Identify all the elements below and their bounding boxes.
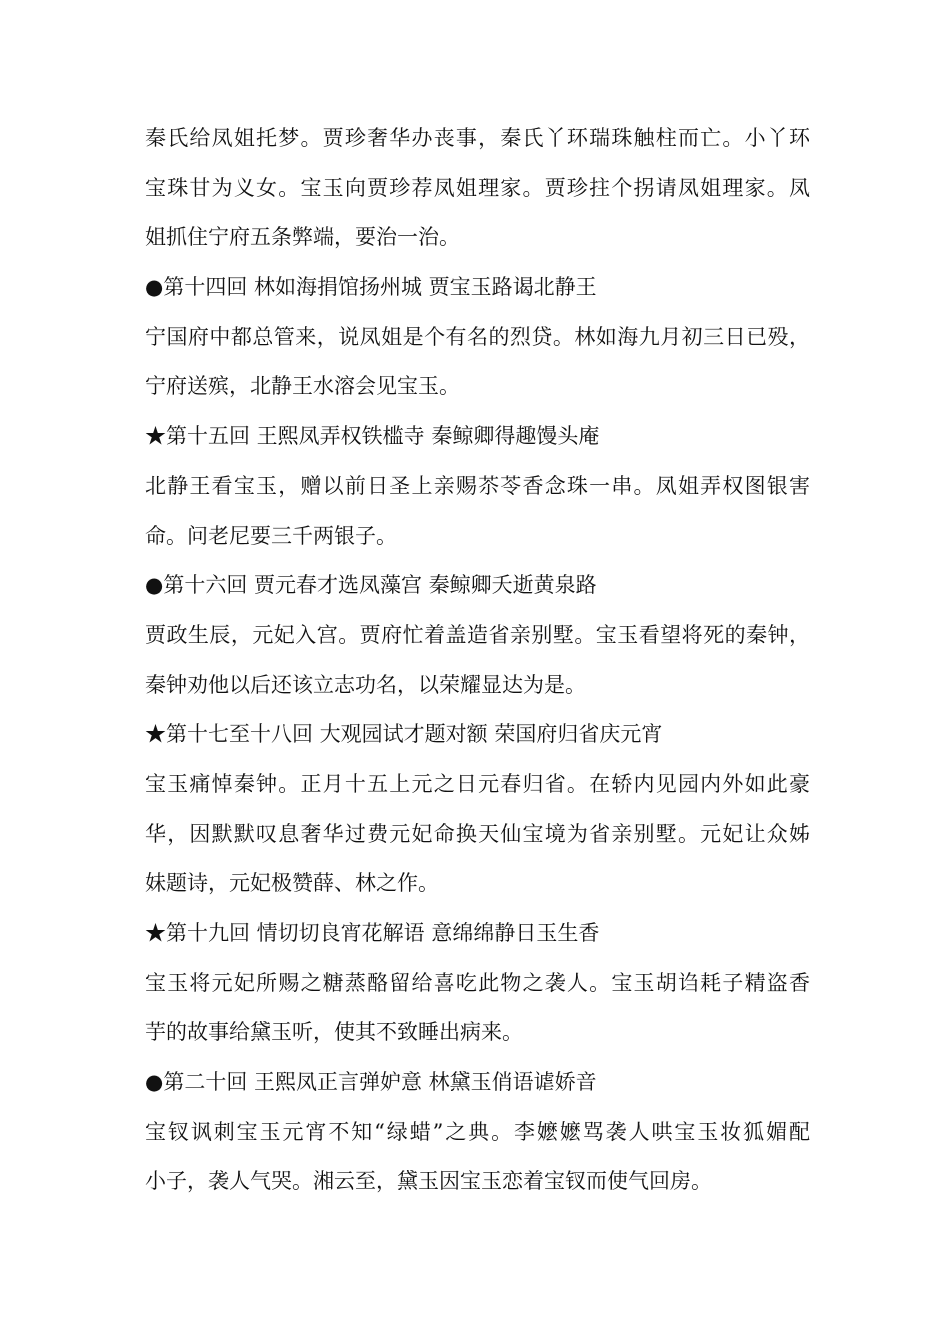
chapter-heading: ★第十五回 王熙凤弄权铁槛寺 秦鲸卿得趣馒头庵 [145,424,600,449]
body-line: 宝珠甘为义女。宝玉向贾珍荐凤姐理家。贾珍拄个拐请凤姐理家。凤 [145,175,810,200]
body-line: 北静王看宝玉，赠以前日圣上亲赐苶苓香念珠一串。凤姐弄权图银害 [145,473,810,498]
chapter-heading: ●第十四回 林如海捐馆扬州城 贾宝玉路谒北静王 [145,275,597,300]
chapter-heading: ★第十七至十八回 大观园试才题对额 荣国府归省庆元宵 [145,722,663,747]
body-line: 宁府送殡，北静王水溶会见宝玉。 [145,374,460,399]
body-line: 秦氏给凤姐托梦。贾珍奢华办丧事，秦氏丫环瑞珠触柱而亡。小丫环 [145,126,810,150]
body-line: 芋的故事给黛玉听，使其不致睡出病来。 [145,1020,523,1045]
body-line: 华，因默默叹息奢华过费元妃命换天仙宝境为省亲别墅。元妃让众姊 [145,821,810,846]
chapter-heading: ●第十六回 贾元春才选凤藻宫 秦鲸卿夭逝黄泉路 [145,573,597,598]
body-line: 姐抓住宁府五条弊端，要治一治。 [145,225,460,250]
body-line: 宝玉将元妃所赐之糖蒸酪留给喜吃此物之袭人。宝玉胡诌耗子精盗香 [145,970,810,995]
body-line: 贾政生辰，元妃入宫。贾府忙着盖造省亲别墅。宝玉看望将死的秦钟， [145,622,810,647]
body-line: 命。问老尼要三千两银子。 [145,523,397,548]
body-line: 宝玉痛悼秦钟。正月十五上元之日元春归省。在轿内见园内外如此豪 [145,771,810,796]
body-line: 妹题诗，元妃极赞薛、林之作。 [145,871,439,896]
chapter-heading: ★第十九回 情切切良宵花解语 意绵绵静日玉生香 [145,921,600,945]
body-line: 小子，袭人气哭。湘云至，黛玉因宝玉恋着宝钗而使气回房。 [145,1169,712,1194]
body-line: 秦钟劝他以后还该立志功名，以荣耀显达为是。 [145,672,586,697]
document-page [145,114,810,1207]
body-line: 宁国府中都总管来，说凤姐是个有名的烈贷。林如海九月初三日已殁， [145,324,810,349]
chapter-heading: ●第二十回 王熙凤正言弹妒意 林黛玉俏语谑娇音 [145,1070,597,1095]
body-line: 宝钗讽刺宝玉元宵不知“绿蜡”之典。李嬷嬷骂袭人哄宝玉妆狐媚配 [145,1119,810,1144]
